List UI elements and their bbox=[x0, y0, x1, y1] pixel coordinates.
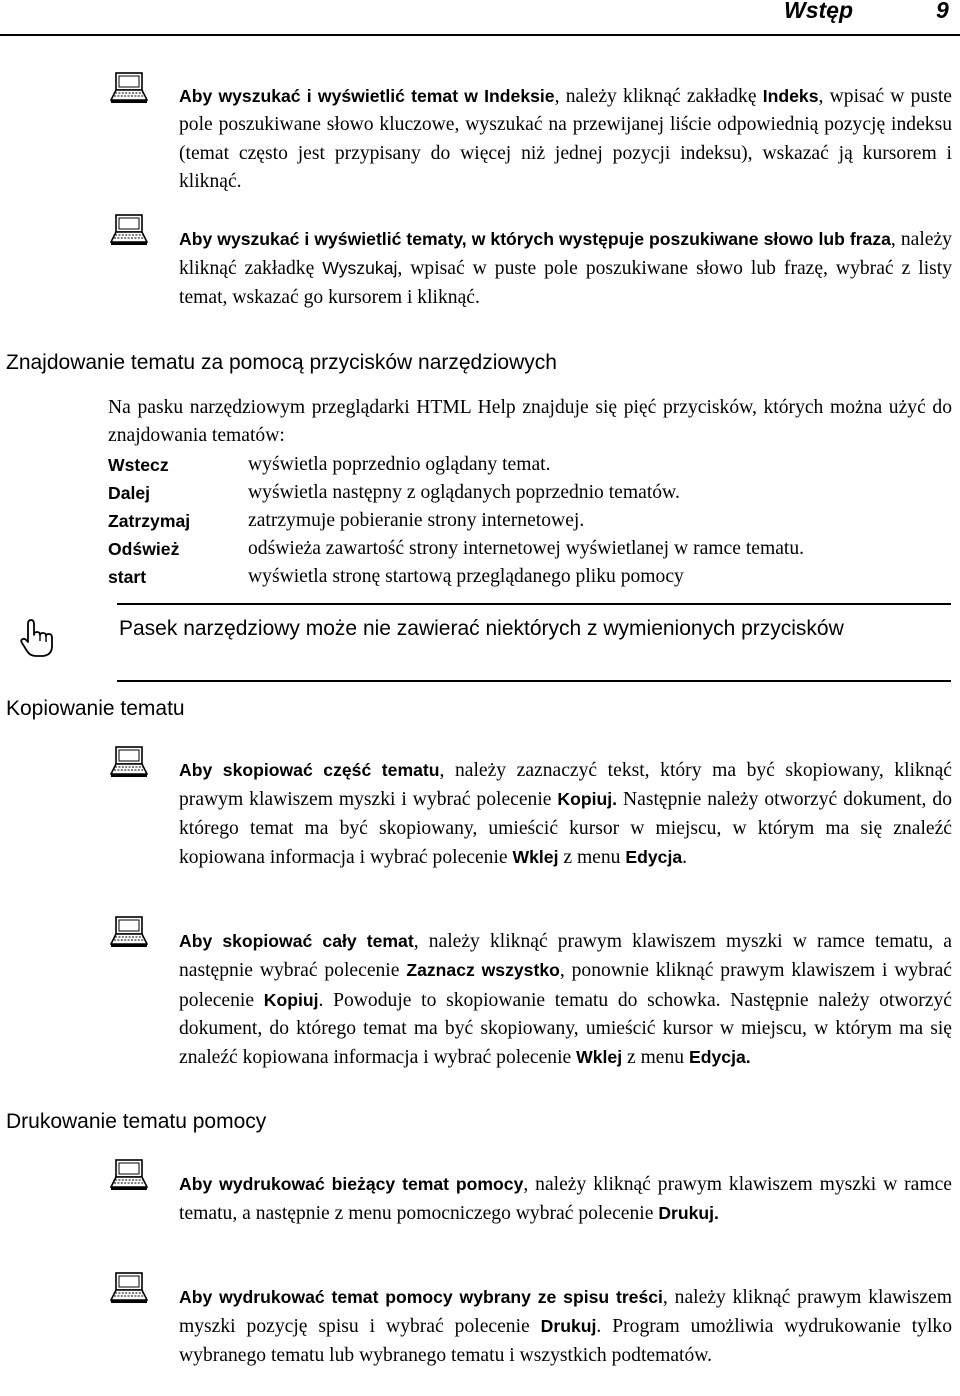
ui-term-run: Wyszukaj bbox=[322, 258, 398, 279]
text-run: z menu bbox=[558, 846, 626, 868]
bold-run: Wklej bbox=[576, 1047, 623, 1068]
text-run: , należy kliknąć prawym klawiszem myszki pozycję spisu i wybrać polecenie bbox=[179, 1287, 952, 1338]
index-search-paragraph bbox=[179, 82, 952, 196]
toolbar-button-desc: wyświetla stronę startową przeglądanego pliku pomocy bbox=[248, 566, 684, 587]
text-run: . bbox=[682, 846, 688, 868]
text-run: , wpisać w puste pole poszukiwane słowo lub frazę, wybrać z listy temat, wskazać go kursorem i kliknąć. bbox=[179, 258, 953, 308]
text-run: Następnie należy otworzyć dokument, do którego temat ma być skopiowany, umieścić kursor w miejscu, w którym ma się znaleźć kopiowana informacja i wybrać polecenie bbox=[179, 789, 952, 868]
computer-icon bbox=[110, 746, 148, 778]
bold-run: Aby skopiować część tematu bbox=[179, 760, 440, 780]
copy-section-heading: Kopiowanie tematu bbox=[6, 697, 185, 720]
toolbar-button-name: Dalej bbox=[108, 483, 151, 503]
note-rule-bottom bbox=[117, 680, 951, 682]
pointing-hand-icon bbox=[18, 615, 58, 659]
text-run: . Powoduje to skopiowanie tematu do schowka. Następnie należy otworzyć dokument, do którego temat ma być skopiowany, umieścić kursor w miejscu, w którym ma się znaleźć kopiowana informacja i wybrać polecenie bbox=[179, 989, 953, 1069]
bold-run: Wklej bbox=[512, 846, 559, 867]
note-rule-top bbox=[117, 603, 951, 605]
text-run: , ponownie kliknąć prawym klawiszem i wybrać polecenie bbox=[179, 960, 952, 1011]
toolbar-intro: Na pasku narzędziowym przeglądarki HTML Help znajduje się pięć przycisków, których można użyć do znajdowania tematów: bbox=[108, 397, 952, 447]
bold-run: Kopiuj. bbox=[557, 789, 618, 810]
text-run: , wpisać w puste pole poszukiwane słowo kluczowe, wyszukać na przewijanej liście odpowiednią pozycję indeksu (temat często jest przypisany do więcej niż jednej pozycji indeksu), wskazać ją kursorem i kliknąć. bbox=[179, 86, 952, 192]
toolbar-button-name: start bbox=[108, 567, 147, 587]
computer-icon bbox=[110, 916, 148, 948]
header-title: Wstęp bbox=[784, 0, 853, 23]
toolbar-button-desc: wyświetla poprzednio oglądany temat. bbox=[248, 454, 551, 475]
toolbar-note: Pasek narzędziowy może nie zawierać niektórych z wymienionych przycisków bbox=[119, 617, 844, 640]
copy-part-paragraph bbox=[179, 756, 952, 872]
text-run: , należy kliknąć prawym klawiszem myszki w ramce tematu, a następnie wybrać polecenie bbox=[179, 931, 952, 982]
bold-run: Kopiuj bbox=[263, 989, 319, 1010]
bold-run: Indeks bbox=[762, 86, 819, 106]
print-section-heading: Drukowanie tematu pomocy bbox=[6, 1110, 267, 1133]
bold-run: Drukuj bbox=[540, 1316, 597, 1337]
text-run: , należy kliknąć prawym klawiszem myszki w ramce tematu, a następnie z menu pomocniczego wybrać polecenie bbox=[179, 1174, 953, 1225]
computer-icon bbox=[110, 72, 148, 104]
copy-whole-paragraph bbox=[179, 927, 952, 1072]
bold-run: Aby skopiować cały temat bbox=[179, 931, 414, 951]
page-number: 9 bbox=[936, 0, 949, 23]
bold-run: Drukuj. bbox=[658, 1203, 719, 1224]
bold-run: Edycja. bbox=[689, 1047, 751, 1068]
computer-icon bbox=[110, 1159, 148, 1191]
toolbar-button-name: Zatrzymaj bbox=[108, 511, 191, 531]
text-run: z menu bbox=[622, 1047, 690, 1069]
text-run: , należy kliknąć zakładkę bbox=[179, 229, 952, 280]
print-current-paragraph bbox=[179, 1170, 952, 1229]
toolbar-button-name: Wstecz bbox=[108, 455, 169, 475]
bold-run: Zaznacz wszystko bbox=[406, 960, 560, 981]
page-header bbox=[0, 0, 960, 36]
computer-icon bbox=[110, 214, 148, 246]
bold-run: Aby wyszukać i wyświetlić tematy, w których występuje poszukiwane słowo lub fraza bbox=[179, 229, 891, 249]
toolbar-section-heading: Znajdowanie tematu za pomocą przycisków narzędziowych bbox=[6, 351, 557, 374]
toolbar-button-desc: odświeża zawartość strony internetowej wyświetlanej w ramce tematu. bbox=[248, 538, 805, 559]
computer-icon bbox=[110, 1272, 148, 1304]
bold-run: Edycja bbox=[625, 846, 683, 867]
text-run: , należy zaznaczyć tekst, który ma być skopiowany, kliknąć prawym klawiszem myszki i wybrać polecenie bbox=[179, 760, 952, 811]
bold-run: Aby wydrukować temat pomocy wybrany ze spisu treści bbox=[179, 1287, 663, 1307]
bold-run: Aby wyszukać i wyświetlić temat w Indeksie bbox=[179, 86, 555, 106]
toolbar-button-name: Odśwież bbox=[108, 539, 180, 559]
toolbar-button-desc: zatrzymuje pobieranie strony internetowej. bbox=[248, 510, 585, 531]
print-toc-paragraph bbox=[179, 1283, 952, 1370]
bold-run: Aby wydrukować bieżący temat pomocy bbox=[179, 1174, 524, 1194]
toolbar-button-desc: wyświetla następny z oglądanych poprzednio tematów. bbox=[248, 482, 680, 503]
fulltext-search-paragraph bbox=[179, 225, 952, 312]
text-run: . Program umożliwia wydrukowanie tylko wybranego tematu lub wybranego tematu i wszystkich podtematów. bbox=[179, 1316, 953, 1366]
text-run: , należy kliknąć zakładkę bbox=[554, 86, 763, 107]
